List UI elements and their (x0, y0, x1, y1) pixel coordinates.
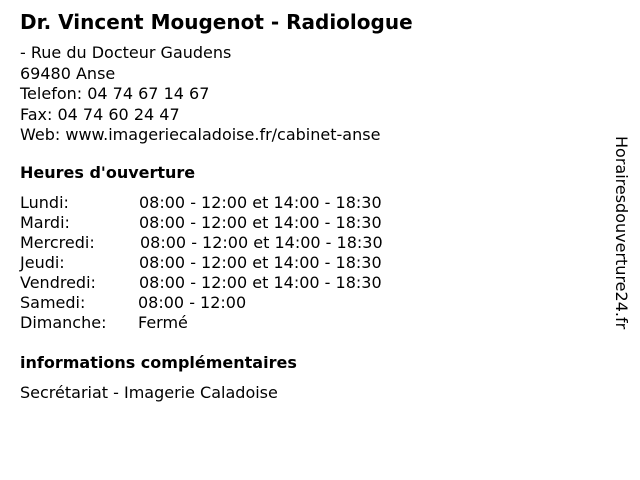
time-range: 08:00 - 12:00 et 14:00 - 18:30 (139, 273, 382, 292)
day-label: Vendredi: (20, 273, 96, 292)
day-label: Samedi: (20, 293, 86, 312)
time-range: Fermé (138, 313, 188, 332)
site-brand-vertical: Horairesdouverture24.fr (612, 136, 631, 330)
day-label: Lundi: (20, 193, 69, 212)
day-label: Mercredi: (20, 233, 95, 252)
additional-info-heading: informations complémentaires (20, 353, 297, 372)
additional-info-text: Secrétariat - Imagerie Caladoise (20, 383, 278, 402)
time-range: 08:00 - 12:00 et 14:00 - 18:30 (139, 213, 382, 232)
day-label: Dimanche: (20, 313, 107, 332)
address-block (20, 43, 380, 146)
fax-number: Fax: 04 74 60 24 47 (20, 104, 180, 124)
time-range: 08:00 - 12:00 et 14:00 - 18:30 (139, 193, 382, 212)
city: 69480 Anse (20, 63, 116, 83)
day-label: Jeudi: (20, 253, 65, 272)
time-range: 08:00 - 12:00 et 14:00 - 18:30 (140, 233, 383, 252)
opening-hours-heading: Heures d'ouverture (20, 163, 196, 182)
time-range: 08:00 - 12:00 (138, 293, 247, 312)
page-title: Dr. Vincent Mougenot - Radiologue (20, 10, 413, 34)
day-label: Mardi: (20, 213, 70, 232)
website-link[interactable]: Web: www.imageriecaladoise.fr/cabinet-anse (20, 125, 381, 144)
phone-number[interactable]: Telefon: 04 74 67 14 67 (20, 84, 210, 103)
street-address: - Rue du Docteur Gaudens (20, 43, 232, 62)
time-range: 08:00 - 12:00 et 14:00 - 18:30 (139, 253, 382, 272)
